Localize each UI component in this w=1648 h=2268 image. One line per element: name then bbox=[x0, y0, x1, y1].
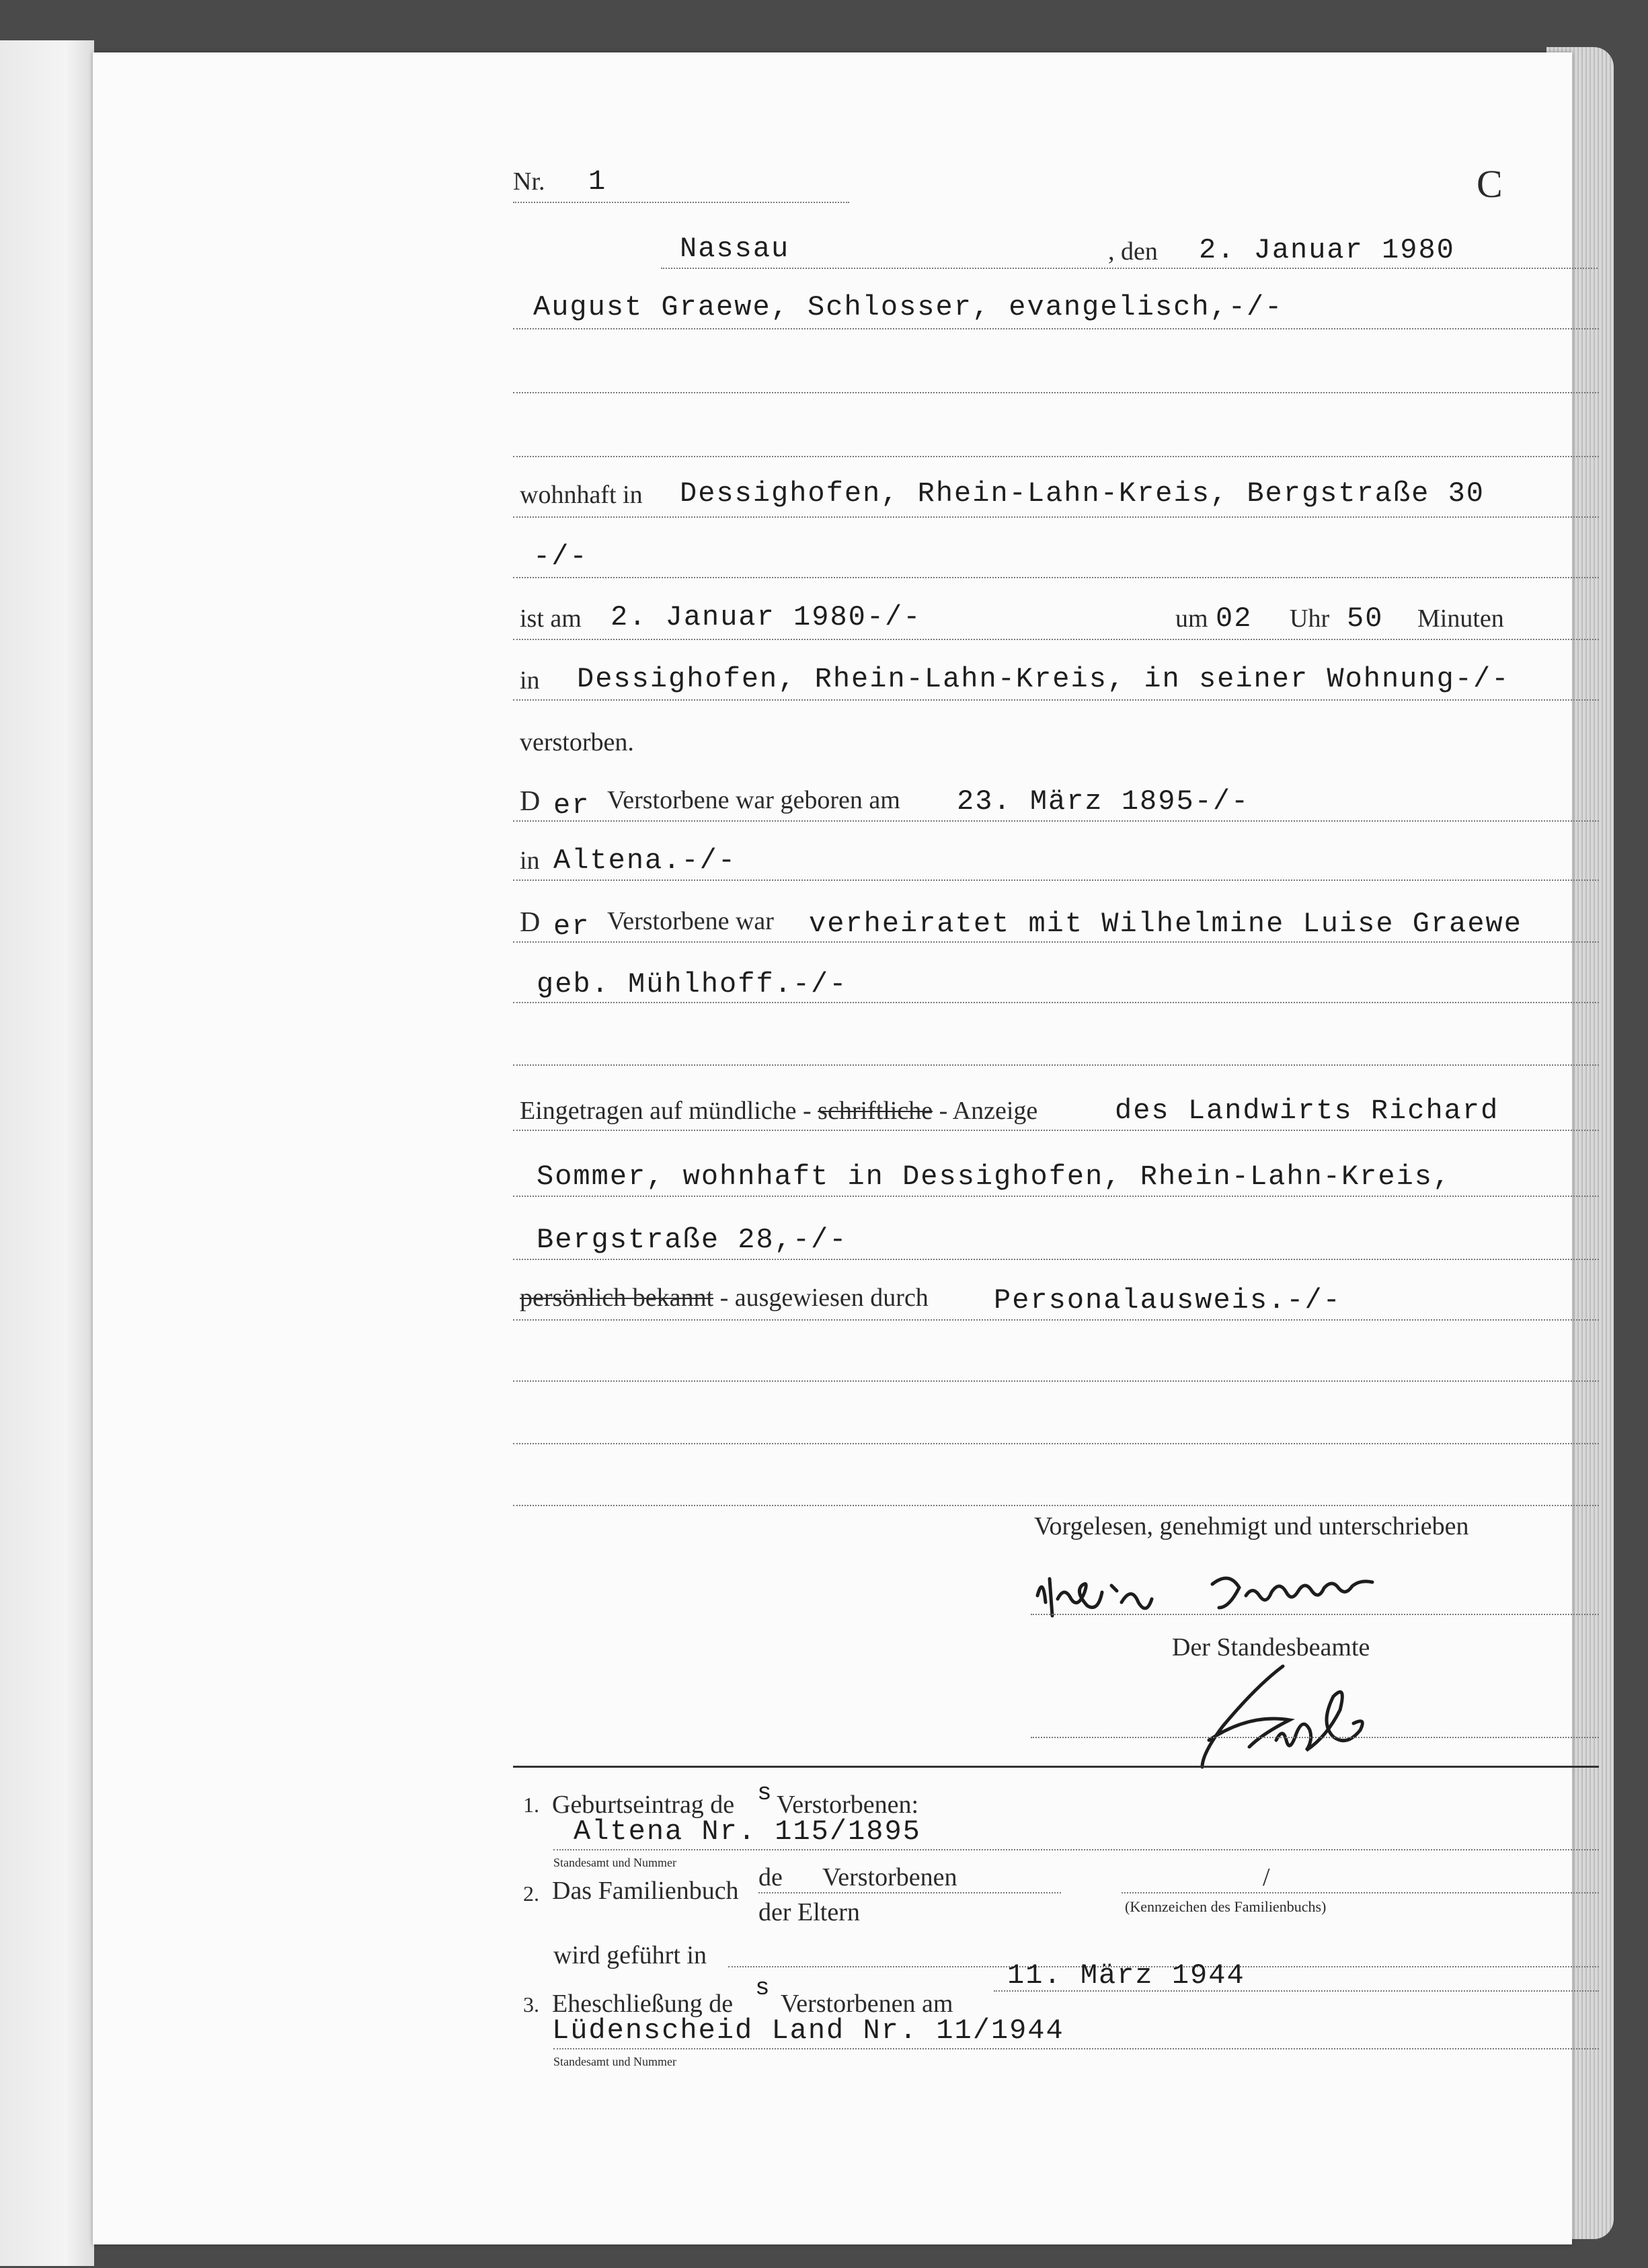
note3-value: Lüdenscheid Land Nr. 11/1944 bbox=[552, 2015, 1064, 2047]
registrar-label: Der Standesbeamte bbox=[1172, 1633, 1370, 1661]
informant-line-2-rule bbox=[513, 1196, 1599, 1197]
informant-line-3: Bergstraße 28,-/- bbox=[537, 1224, 848, 1256]
place-date-line bbox=[661, 268, 1598, 269]
note2-slash: / bbox=[1263, 1863, 1270, 1891]
report-label bbox=[520, 1096, 1037, 1126]
id-value: Personalausweis.-/- bbox=[994, 1284, 1341, 1317]
blank-line-3 bbox=[513, 1505, 1599, 1506]
date-value: 2. Januar 1980 bbox=[1199, 234, 1455, 266]
death-date: 2. Januar 1980-/- bbox=[611, 601, 922, 633]
blank-line-2 bbox=[513, 1443, 1599, 1444]
name-line-3 bbox=[513, 456, 1599, 457]
note2-de-line bbox=[758, 1892, 1061, 1893]
informant-line-2: Sommer, wohnhaft in Dessighofen, Rhein-Lahn-Kreis, bbox=[537, 1161, 1452, 1193]
report-label-before: Eingetragen auf mündliche - bbox=[520, 1097, 818, 1125]
birth-date-line bbox=[513, 820, 1599, 822]
minuten-label: Minuten bbox=[1417, 604, 1504, 633]
birth-prefix-er: er bbox=[553, 789, 590, 822]
residence-label: wohnhaft in bbox=[520, 481, 643, 509]
id-struck: persönlich bekannt bbox=[520, 1284, 714, 1312]
note2-caption: (Kennzeichen des Familienbuchs) bbox=[1125, 1898, 1327, 1915]
birth-place-label: in bbox=[520, 847, 540, 875]
marital-prefix-d: D bbox=[520, 907, 541, 938]
marital-prefix-er: er bbox=[553, 910, 590, 943]
marital-status: verheiratet mit Wilhelmine Luise Graewe bbox=[809, 908, 1522, 940]
note1-suffix: s bbox=[757, 1779, 773, 1807]
note3-line bbox=[553, 2048, 1599, 2049]
note1-caption: Standesamt und Nummer bbox=[553, 1856, 676, 1869]
registrar-signature-line bbox=[1031, 1737, 1599, 1738]
birth-date: 23. März 1895-/- bbox=[957, 785, 1250, 818]
note2-de: de bbox=[758, 1863, 783, 1891]
note3-num: 3. bbox=[523, 1992, 539, 2017]
informant-line-3-rule bbox=[513, 1259, 1599, 1260]
note1-num: 1. bbox=[523, 1793, 539, 1817]
register-letter: C bbox=[1477, 162, 1503, 206]
id-label bbox=[520, 1283, 929, 1313]
nr-value: 1 bbox=[588, 165, 607, 198]
date-label: , den bbox=[1108, 237, 1158, 266]
informant-signature bbox=[1031, 1565, 1461, 1626]
note1-line bbox=[553, 1849, 1599, 1850]
nr-line bbox=[513, 202, 849, 203]
informant-line-1: des Landwirts Richard bbox=[1115, 1095, 1499, 1127]
death-minutes: 50 bbox=[1347, 602, 1384, 635]
birth-prefix-d: D bbox=[520, 786, 541, 817]
registrar-signature bbox=[1195, 1659, 1397, 1781]
note3-label2: Verstorbenen am bbox=[781, 1990, 953, 2018]
left-page-edge bbox=[0, 40, 94, 2266]
note2-num: 2. bbox=[523, 1881, 539, 1906]
name-line-2 bbox=[513, 392, 1599, 393]
id-label-text: - ausgewiesen durch bbox=[713, 1284, 929, 1312]
note3-date: 11. März 1944 bbox=[1007, 1959, 1245, 1992]
death-hour: 02 bbox=[1216, 602, 1253, 635]
report-label-after: - Anzeige bbox=[933, 1097, 1038, 1125]
note1-label: Geburtseintrag de bbox=[552, 1791, 735, 1819]
note3-label: Eheschließung de bbox=[552, 1990, 734, 2018]
note2-fb-line bbox=[1122, 1892, 1599, 1893]
residence-value: Dessighofen, Rhein-Lahn-Kreis, Bergstraße 30 bbox=[680, 477, 1485, 510]
death-place: Dessighofen, Rhein-Lahn-Kreis, in seiner Wohnung-/- bbox=[577, 663, 1510, 695]
id-line bbox=[513, 1319, 1599, 1321]
note2-alt: der Eltern bbox=[758, 1898, 860, 1926]
residence-line-2 bbox=[513, 577, 1599, 578]
died-on-label: ist am bbox=[520, 604, 582, 633]
death-place-line bbox=[513, 699, 1599, 701]
marital-status-cont: geb. Mühlhoff.-/- bbox=[537, 968, 848, 1001]
note2-label: Das Familienbuch bbox=[552, 1877, 739, 1905]
informant-line-1-rule bbox=[513, 1130, 1599, 1131]
um-label: um bbox=[1175, 604, 1208, 633]
blank-line-1 bbox=[513, 1380, 1599, 1382]
note2-kept: wird geführt in bbox=[553, 1941, 707, 1969]
note1-label2: Verstorbenen: bbox=[777, 1791, 919, 1819]
marital-label: Verstorbene war bbox=[607, 907, 774, 935]
note2-value: Verstorbenen bbox=[822, 1863, 957, 1891]
informant-signature-line bbox=[1031, 1614, 1599, 1615]
residence-line bbox=[513, 516, 1599, 518]
marital-line bbox=[513, 941, 1599, 943]
verstorben-label: verstorben. bbox=[520, 728, 634, 756]
place-value: Nassau bbox=[680, 233, 790, 265]
death-place-label: in bbox=[520, 666, 540, 695]
note1-value: Altena Nr. 115/1895 bbox=[574, 1815, 921, 1848]
uhr-label: Uhr bbox=[1290, 604, 1330, 633]
note3-suffix: s bbox=[755, 1974, 771, 2002]
name-line-1 bbox=[513, 328, 1599, 329]
notes-rule bbox=[513, 1766, 1599, 1768]
marital-line-2 bbox=[513, 1002, 1599, 1003]
death-date-line bbox=[513, 639, 1599, 640]
birth-label: Verstorbene war geboren am bbox=[607, 786, 900, 814]
report-label-struck: schriftliche bbox=[818, 1097, 933, 1125]
register-page bbox=[93, 52, 1572, 2244]
note3-caption: Standesamt und Nummer bbox=[553, 2055, 676, 2068]
residence-cont: -/- bbox=[533, 541, 588, 573]
birth-place-line bbox=[513, 879, 1599, 881]
read-approved: Vorgelesen, genehmigt und unterschrieben bbox=[1034, 1512, 1469, 1540]
note3-date-line bbox=[994, 1990, 1599, 1992]
nr-label: Nr. bbox=[513, 167, 545, 196]
birth-place: Altena.-/- bbox=[553, 845, 737, 877]
marital-line-3 bbox=[513, 1064, 1599, 1066]
deceased-name: August Graewe, Schlosser, evangelisch,-/- bbox=[533, 291, 1284, 323]
